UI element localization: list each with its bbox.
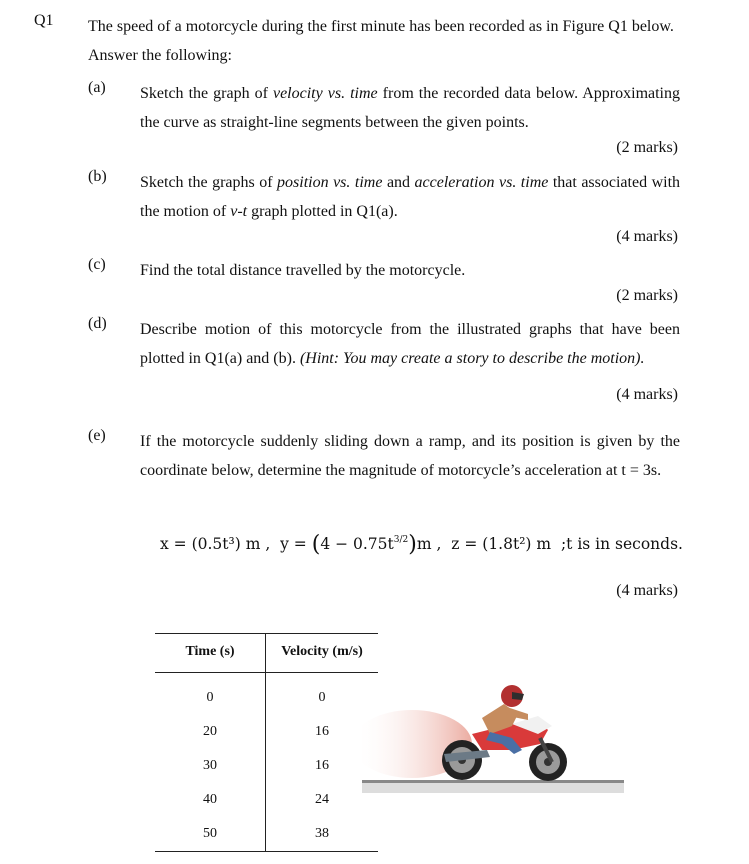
table-header-row (155, 634, 378, 673)
part-b-marks: (4 marks) (616, 228, 678, 245)
part-b-label: (b) (88, 168, 107, 185)
part-c-label: (c) (88, 256, 106, 273)
front-wheel (529, 743, 567, 781)
formula-tail: ;t is in seconds. (560, 535, 683, 553)
part-e-label: (e) (88, 427, 106, 444)
table-cell-velocity: 16 (315, 758, 329, 773)
part-d-text: Describe motion of this motorcycle from the illustrated graphs that have been plotted in Q1(a) and (b). (Hint: You may create a story to describe the motion). (140, 321, 680, 367)
part-c-text: Find the total distance travelled by the motorcycle. (140, 262, 466, 279)
table-cell-time: 40 (155, 783, 266, 817)
question-number: Q1 (34, 12, 54, 29)
table-row (155, 783, 378, 817)
table-cell-velocity: 38 (266, 817, 379, 852)
part-d-marks: (4 marks) (616, 386, 678, 403)
table-cell-time: 30 (155, 749, 266, 783)
part-e-text: If the motorcycle suddenly sliding down a ramp, and its position is given by the coordinate below, determine the magnitude of motorcycle’s acceleration at t = 3s. (140, 433, 680, 479)
table-cell-velocity: 0 (318, 690, 326, 705)
part-a-label: (a) (88, 79, 106, 96)
ground-line (362, 780, 624, 783)
formula-y-inner: 4 − 0.75t (320, 535, 394, 553)
velocity-table (155, 633, 378, 852)
formula-z: z = (1.8t²) m (451, 535, 552, 553)
question-intro: The speed of a motorcycle during the first minute has been recorded as in Figure Q1 below. Answer the following: (88, 18, 674, 64)
formula-y-lhs: y = (280, 535, 312, 553)
table-header-time: Time (s) (155, 634, 266, 673)
formula-x: x = (0.5t³) m , (160, 535, 271, 553)
part-a-text: Sketch the graph of velocity vs. time from the recorded data below. Approximating the curve as straight-line segments between the given points. (140, 85, 681, 131)
table-row (155, 817, 378, 852)
table-cell-velocity: 24 (315, 792, 329, 807)
table-cell-time: 20 (155, 715, 266, 749)
table-row (155, 749, 378, 783)
motorcycle-rider-illustration (362, 678, 624, 798)
part-d-label: (d) (88, 315, 107, 332)
table-cell-velocity: 16 (315, 724, 329, 739)
part-a-marks: (2 marks) (616, 139, 678, 156)
table-cell-time: 0 (155, 673, 266, 716)
table-cell-time: 50 (155, 817, 266, 852)
part-c-marks: (2 marks) (616, 287, 678, 304)
position-formula: x = (0.5t³) m , $y = (4 - 0.75t^{3/2})m$ , z = (1.8t²) m ;t is in seconds. (160, 532, 683, 557)
part-e-marks: (4 marks) (616, 582, 678, 599)
table-row (155, 715, 378, 749)
formula-y-unit: m , (416, 535, 442, 553)
ground-shadow (362, 783, 624, 793)
table-header-velocity: Velocity (m/s) (266, 634, 379, 673)
part-b-text: Sketch the graphs of position vs. time and acceleration vs. time that associated with the motion of v-t graph plotted in Q1(a). (140, 174, 681, 220)
formula-y-exponent: 3/2 (393, 535, 409, 545)
table-row (155, 673, 378, 716)
